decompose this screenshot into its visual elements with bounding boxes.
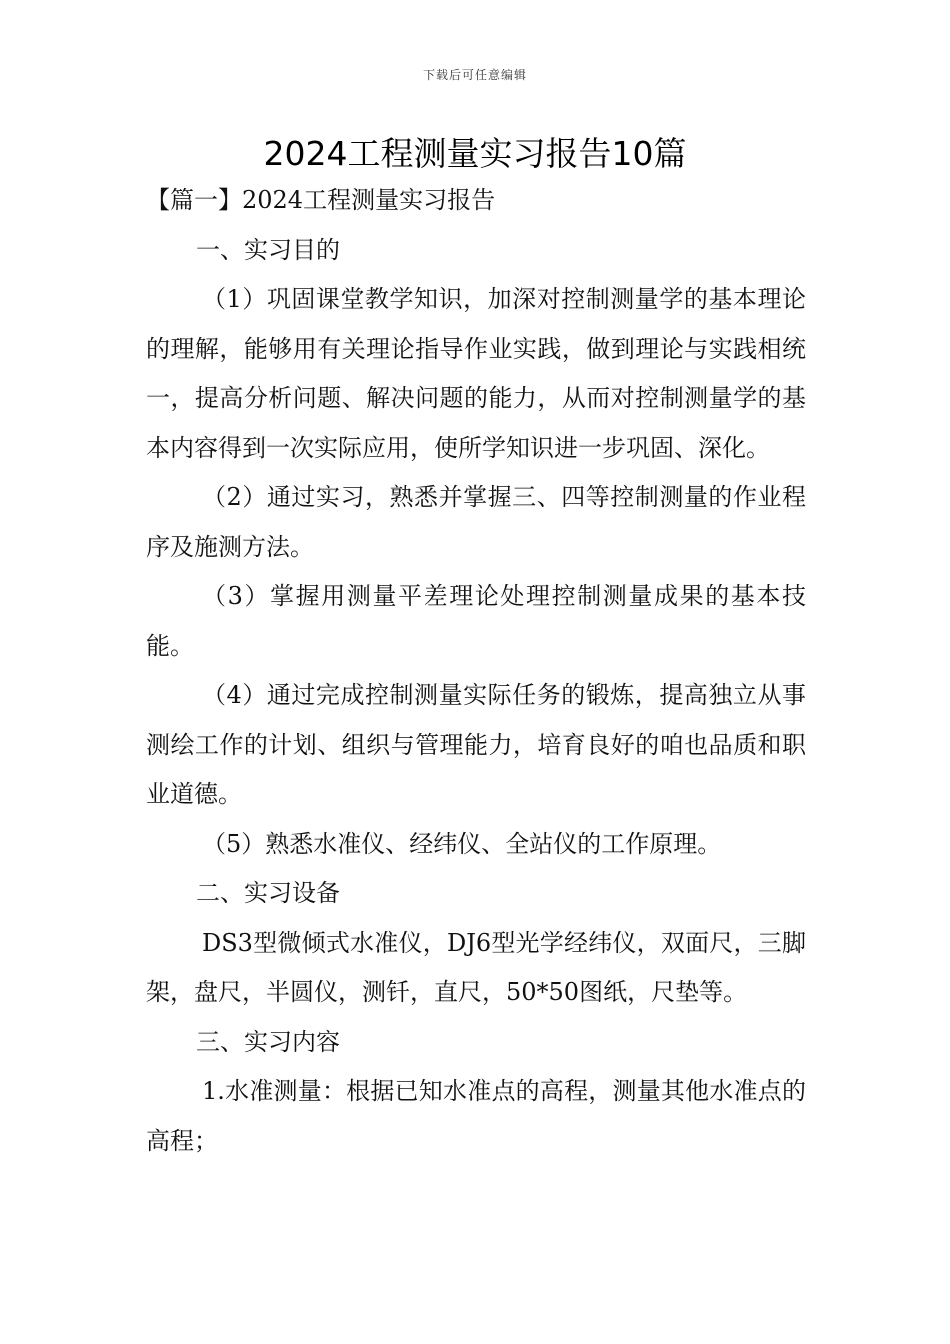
paragraph-purpose-5: （5）熟悉水准仪、经纬仪、全站仪的工作原理。 xyxy=(202,829,722,858)
paragraph-leveling-survey: 1.水准测量：根据已知水准点的高程，测量其他水准点的高程； xyxy=(146,1077,806,1155)
paragraph-purpose-1: （1）巩固课堂教学知识，加深对控制测量学的基本理论的理解，能够用有关理论指导作业实践，做到理论与实践相统一，提高分析问题、解决问题的能力，从而对控制测量学的基本内容得到一次实际应用，使所学知识进一步巩固、深化。 xyxy=(146,285,806,462)
header-watermark: 下载后可任意编辑 xyxy=(422,68,527,82)
paragraph-purpose-3: （3）掌握用测量平差理论处理控制测量成果的基本技能。 xyxy=(146,582,806,660)
section-title: 【篇一】2024工程测量实习报告 xyxy=(146,186,496,214)
heading-internship-equipment: 二、实习设备 xyxy=(196,879,340,907)
paragraph-purpose-4: （4）通过完成控制测量实际任务的锻炼，提高独立从事测绘工作的计划、组织与管理能力，培育良好的咱也品质和职业道德。 xyxy=(146,681,806,808)
paragraph-equipment-list: DS3型微倾式水准仪，DJ6型光学经纬仪，双面尺，三脚架，盘尺，半圆仪，测钎，直尺，50*50图纸，尺垫等。 xyxy=(146,928,806,1006)
paragraph-purpose-2: （2）通过实习，熟悉并掌握三、四等控制测量的作业程序及施测方法。 xyxy=(146,483,806,561)
heading-internship-purpose: 一、实习目的 xyxy=(196,235,340,264)
document-body xyxy=(146,176,806,1166)
heading-internship-content: 三、实习内容 xyxy=(196,1027,340,1056)
document-title: 2024工程测量实习报告10篇 xyxy=(263,134,687,173)
